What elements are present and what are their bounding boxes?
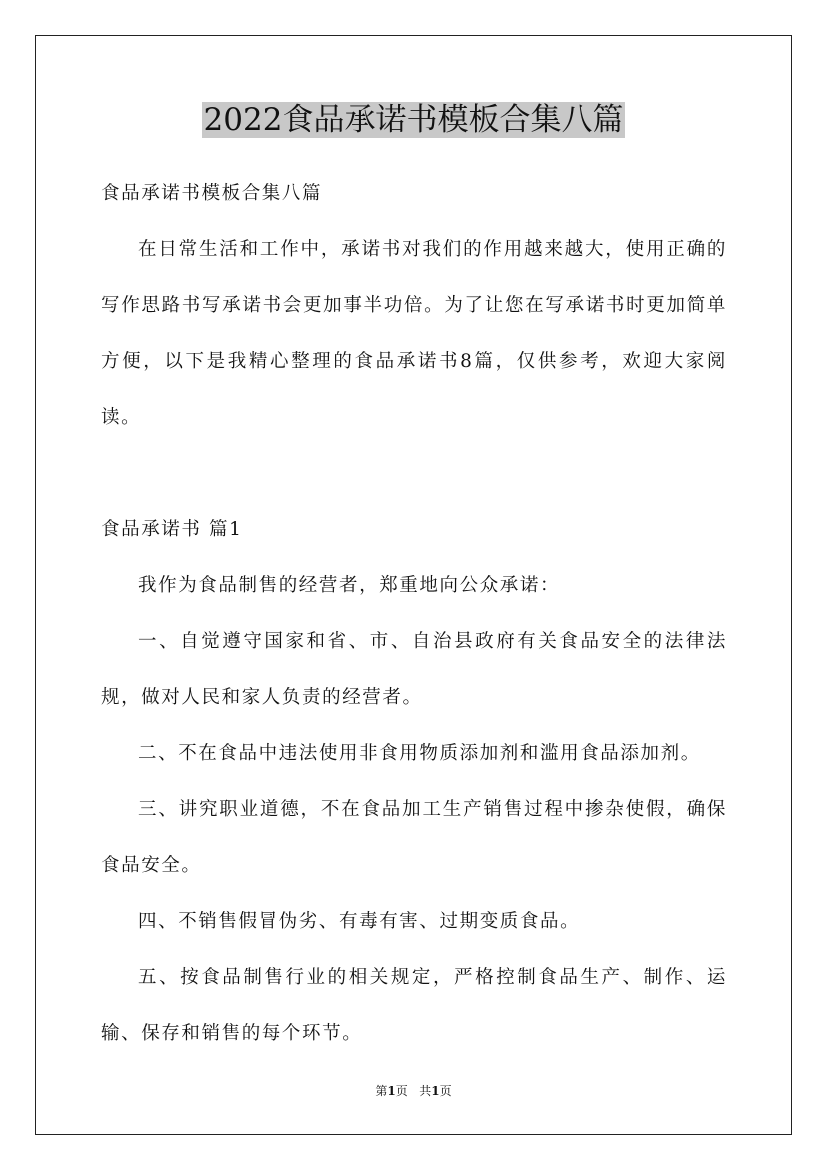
body-paragraph: 我作为食品制售的经营者，郑重地向公众承诺： [138, 575, 561, 596]
body-paragraph: 五、按食品制售行业的相关规定，严格控制食品生产、制作、运输、保存和销售的每个环节。 [101, 967, 727, 1044]
section-heading: 食品承诺书 篇1 [101, 519, 243, 540]
intro-paragraph: 在日常生活和工作中，承诺书对我们的作用越来越大，使用正确的写作思路书写承诺书会更加事半功倍。为了让您在写承诺书时更加简单方便，以下是我精心整理的食品承诺书8篇，仅供参考，欢迎大家阅读。 [101, 239, 727, 428]
document-body [101, 166, 727, 1062]
page-total: 共1页 [419, 1084, 452, 1098]
document-subtitle: 食品承诺书模板合集八篇 [101, 183, 323, 204]
page-footer [0, 1082, 827, 1100]
body-paragraph: 二、不在食品中违法使用非食用物质添加剂和滥用食品添加剂。 [138, 743, 701, 764]
page-number: 第1页 [375, 1084, 408, 1098]
document-title [0, 98, 827, 142]
document-title-text: 2022食品承诺书模板合集八篇 [203, 102, 624, 138]
body-paragraph: 三、讲究职业道德，不在食品加工生产销售过程中掺杂使假，确保食品安全。 [101, 799, 727, 876]
body-paragraph: 四、不销售假冒伪劣、有毒有害、过期变质食品。 [138, 911, 581, 932]
body-paragraph: 一、自觉遵守国家和省、市、自治县政府有关食品安全的法律法规，做对人民和家人负责的经营者。 [101, 631, 727, 708]
